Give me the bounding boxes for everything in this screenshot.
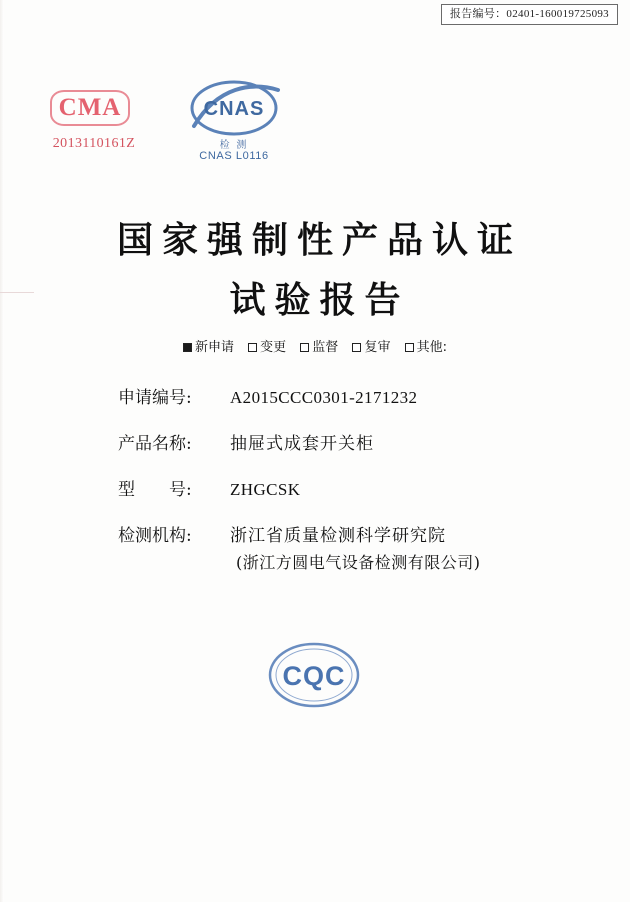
application-type-option-3[interactable]: [352, 336, 390, 355]
report-number-box: [441, 4, 618, 25]
cma-code: 2013110161Z: [52, 136, 136, 151]
cqc-logo-icon: [258, 638, 370, 712]
field-value: 抽屉式成套开关柜: [230, 434, 374, 454]
field-testing-organization-secondary: (浙江方圆电气设备检测有限公司): [236, 553, 481, 572]
document-title-main: 国家强制性产品认证: [116, 219, 522, 261]
application-type-label: 新申请: [194, 340, 234, 355]
cma-mark-icon: [50, 90, 136, 151]
scan-edge-artifact: [0, 0, 4, 902]
checkbox-icon[interactable]: [183, 343, 192, 352]
checkbox-icon[interactable]: [352, 343, 361, 352]
report-number-label: 报告编号：: [449, 8, 507, 20]
field-value: ZHGCSK: [230, 480, 301, 499]
cma-text: CMA: [58, 94, 122, 121]
field-label: 检测机构:: [118, 526, 192, 546]
svg-text:CQC: CQC: [282, 661, 346, 691]
cnas-subtitle: 检 测: [219, 140, 249, 151]
document-title-sub: 试验报告: [229, 279, 410, 321]
svg-text:CNAS: CNAS: [203, 98, 265, 120]
field-testing-organization: [118, 524, 538, 548]
checkbox-icon[interactable]: [405, 343, 414, 352]
field-label: 型 号:: [118, 480, 192, 500]
cnas-code: CNAS L0116: [199, 150, 269, 162]
application-type-option-4[interactable]: [405, 336, 447, 355]
report-number-value: 02401-160019725093: [506, 8, 609, 20]
field-label: 产品名称:: [118, 434, 192, 454]
field-application-number: [118, 386, 538, 410]
field-value: 浙江省质量检测科学研究院: [230, 526, 446, 546]
cnas-mark-icon: [178, 78, 290, 180]
application-type-label: 监督: [312, 340, 339, 355]
certification-marks: [44, 78, 344, 178]
application-type-label: 其他:: [416, 340, 447, 355]
field-product-name: [118, 432, 538, 456]
application-type-row: [0, 336, 630, 355]
checkbox-icon[interactable]: [248, 343, 257, 352]
application-type-option-0[interactable]: [183, 336, 234, 355]
field-list: [118, 386, 538, 573]
field-value: A2015CCC0301-2171232: [230, 388, 418, 407]
checkbox-icon[interactable]: [300, 343, 309, 352]
field-model: [118, 478, 538, 502]
application-type-option-1[interactable]: [248, 336, 286, 355]
application-type-label: 复审: [364, 340, 391, 355]
field-label: 申请编号:: [118, 388, 192, 408]
application-type-label: 变更: [260, 340, 287, 355]
application-type-option-2[interactable]: [300, 336, 338, 355]
